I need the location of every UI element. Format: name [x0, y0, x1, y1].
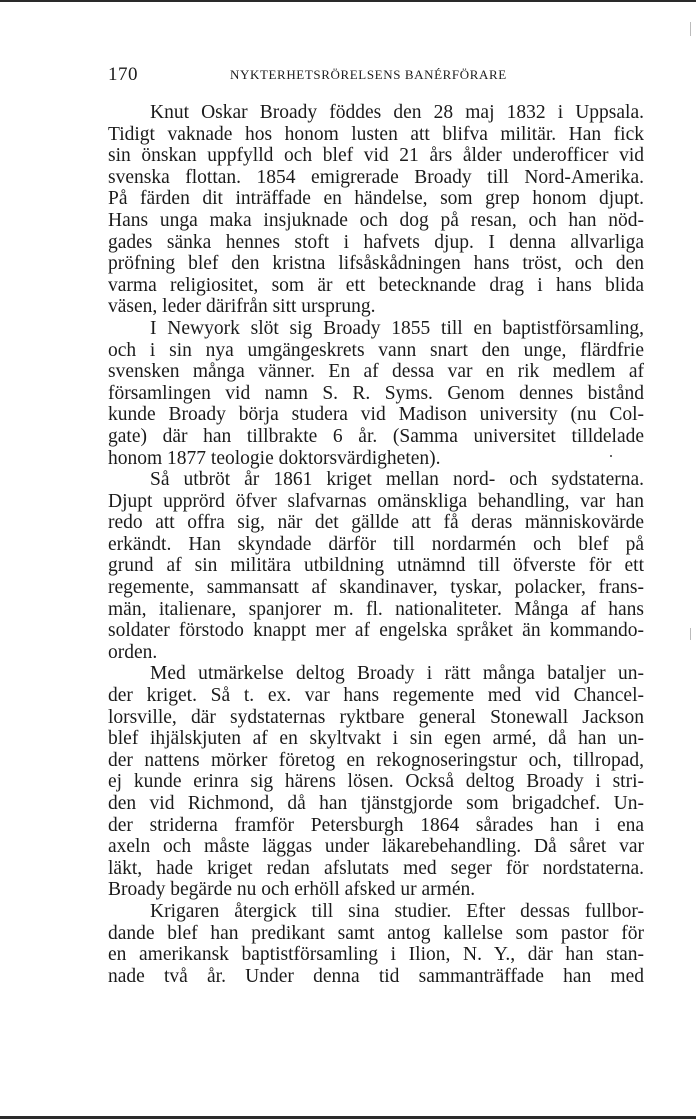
paragraph — [108, 663, 644, 901]
paragraph — [108, 469, 644, 663]
text-line: svensken många vänner. En af dessa var en rik medlem af — [108, 361, 644, 383]
text-line: erkändt. Han skyndade därför till nordarmén och blef på — [108, 533, 644, 555]
text-line: der kriget. Så t. ex. var hans regemente med vid Chancel- — [108, 685, 644, 707]
text-line: män, italienare, spanjorer m. fl. nationaliteter. Många af hans — [108, 598, 644, 620]
text-line: ej kunde erinra sig härens lösen. Också deltog Broady i stri- — [108, 771, 644, 793]
text-line: och i sin nya umgängeskrets vann snart den unge, flärdfrie — [108, 339, 644, 361]
text-line: regemente, sammansatt af skandinaver, tyskar, polacker, frans- — [108, 577, 644, 599]
body-text — [108, 102, 644, 987]
text-line: varma religiositet, som är ett betecknande drag i hans blida — [108, 274, 644, 296]
text-line: pröfning blef den kristna lifsåskådningen hans tröst, och den — [108, 253, 644, 275]
text-line: orden. — [108, 641, 158, 663]
text-line: den vid Richmond, då han tjänstgjorde som brigadchef. Un- — [108, 793, 644, 814]
text-line: kunde Broady börja studera vid Madison university (nu Col- — [108, 404, 644, 426]
text-line: Krigaren återgick till sina studier. Efter dessas fullbor- — [150, 900, 644, 922]
text-line: Broady begärde nu och erhöll afsked ur armén. — [108, 879, 476, 901]
paragraph — [108, 318, 644, 469]
text-line: I Newyork slöt sig Broady 1855 till en baptistförsamling, — [150, 317, 644, 339]
text-line: svenska flottan. 1854 emigrerade Broady till Nord-Amerika. — [108, 166, 644, 188]
running-title: NYKTERHETSRÖRELSENS BANÉRFÖRARE — [230, 67, 507, 82]
page-header — [108, 66, 640, 84]
text-line: gate) där han tillbrakte 6 år. (Samma universitet tilldelade — [108, 425, 644, 447]
text-line: läkt, hade kriget redan afslutats med seger för nordstaterna. — [108, 857, 644, 879]
text-line: dande blef han predikant samt antog kallelse som pastor för — [108, 922, 644, 944]
text-line: lorsville, där sydstaternas ryktbare general Stonewall Jackson — [108, 706, 644, 728]
page-number: 170 — [108, 64, 138, 85]
text-line: Djupt upprörd öfver slafvarnas omänskliga behandling, var han — [108, 490, 644, 512]
text-line: axeln och måste läggas under läkarebehandling. Då såret var — [108, 836, 644, 858]
page-top-edge — [0, 0, 696, 2]
text-line: Hans unga maka insjuknade och dog på resan, och han nöd- — [108, 209, 644, 231]
text-line: Så utbröt år 1861 kriget mellan nord- och sydstaterna. — [150, 469, 644, 491]
text-line: Med utmärkelse deltog Broady i rätt många bataljer un- — [150, 663, 644, 685]
text-line: Tidigt vaknade hos honom lusten att blifva militär. Han fick — [108, 123, 644, 145]
text-line: honom 1877 teologie doktorsvärdigheten). — [108, 447, 441, 469]
text-line: blef ihjälskjuten af en skyltvakt i sin egen armé, då han un- — [108, 728, 644, 750]
text-line: gades sänka hennes stoft i hafvets djup. I denna allvarliga — [108, 231, 644, 253]
text-line: redo att offra sig, när det gällde att få deras människovärde — [108, 512, 644, 534]
scan-edge-mark — [690, 22, 691, 36]
text-line: På färden dit inträffade en händelse, som grep honom djupt. — [108, 188, 644, 210]
paragraph — [108, 901, 644, 987]
text-line: grund af sin militära utbildning utnämnd till öfverste för ett — [108, 555, 644, 577]
scan-speck — [610, 455, 612, 457]
text-line: församlingen vid namn S. R. Syms. Genom dennes bistånd — [108, 382, 644, 404]
text-line: nade två år. Under denna tid sammanträffade han med — [108, 965, 644, 987]
text-line: sin önskan uppfylld och blef vid 21 års ålder underofficer vid — [108, 145, 644, 167]
text-line: der striderna framför Petersburgh 1864 sårades han i ena — [108, 814, 644, 836]
text-line: der nattens mörker företog en rekognoseringstur och, tillropad, — [108, 749, 644, 771]
text-line: en amerikansk baptistförsamling i Ilion, N. Y., där han stan- — [108, 944, 644, 966]
text-line: väsen, leder därifrån sitt ursprung. — [108, 296, 376, 318]
text-line: Knut Oskar Broady föddes den 28 maj 1832 i Uppsala. — [150, 102, 644, 123]
paragraph — [108, 102, 644, 318]
scan-edge-mark — [690, 628, 691, 640]
text-line: soldater förstodo knappt mer af engelska språket än kommando- — [108, 620, 644, 642]
